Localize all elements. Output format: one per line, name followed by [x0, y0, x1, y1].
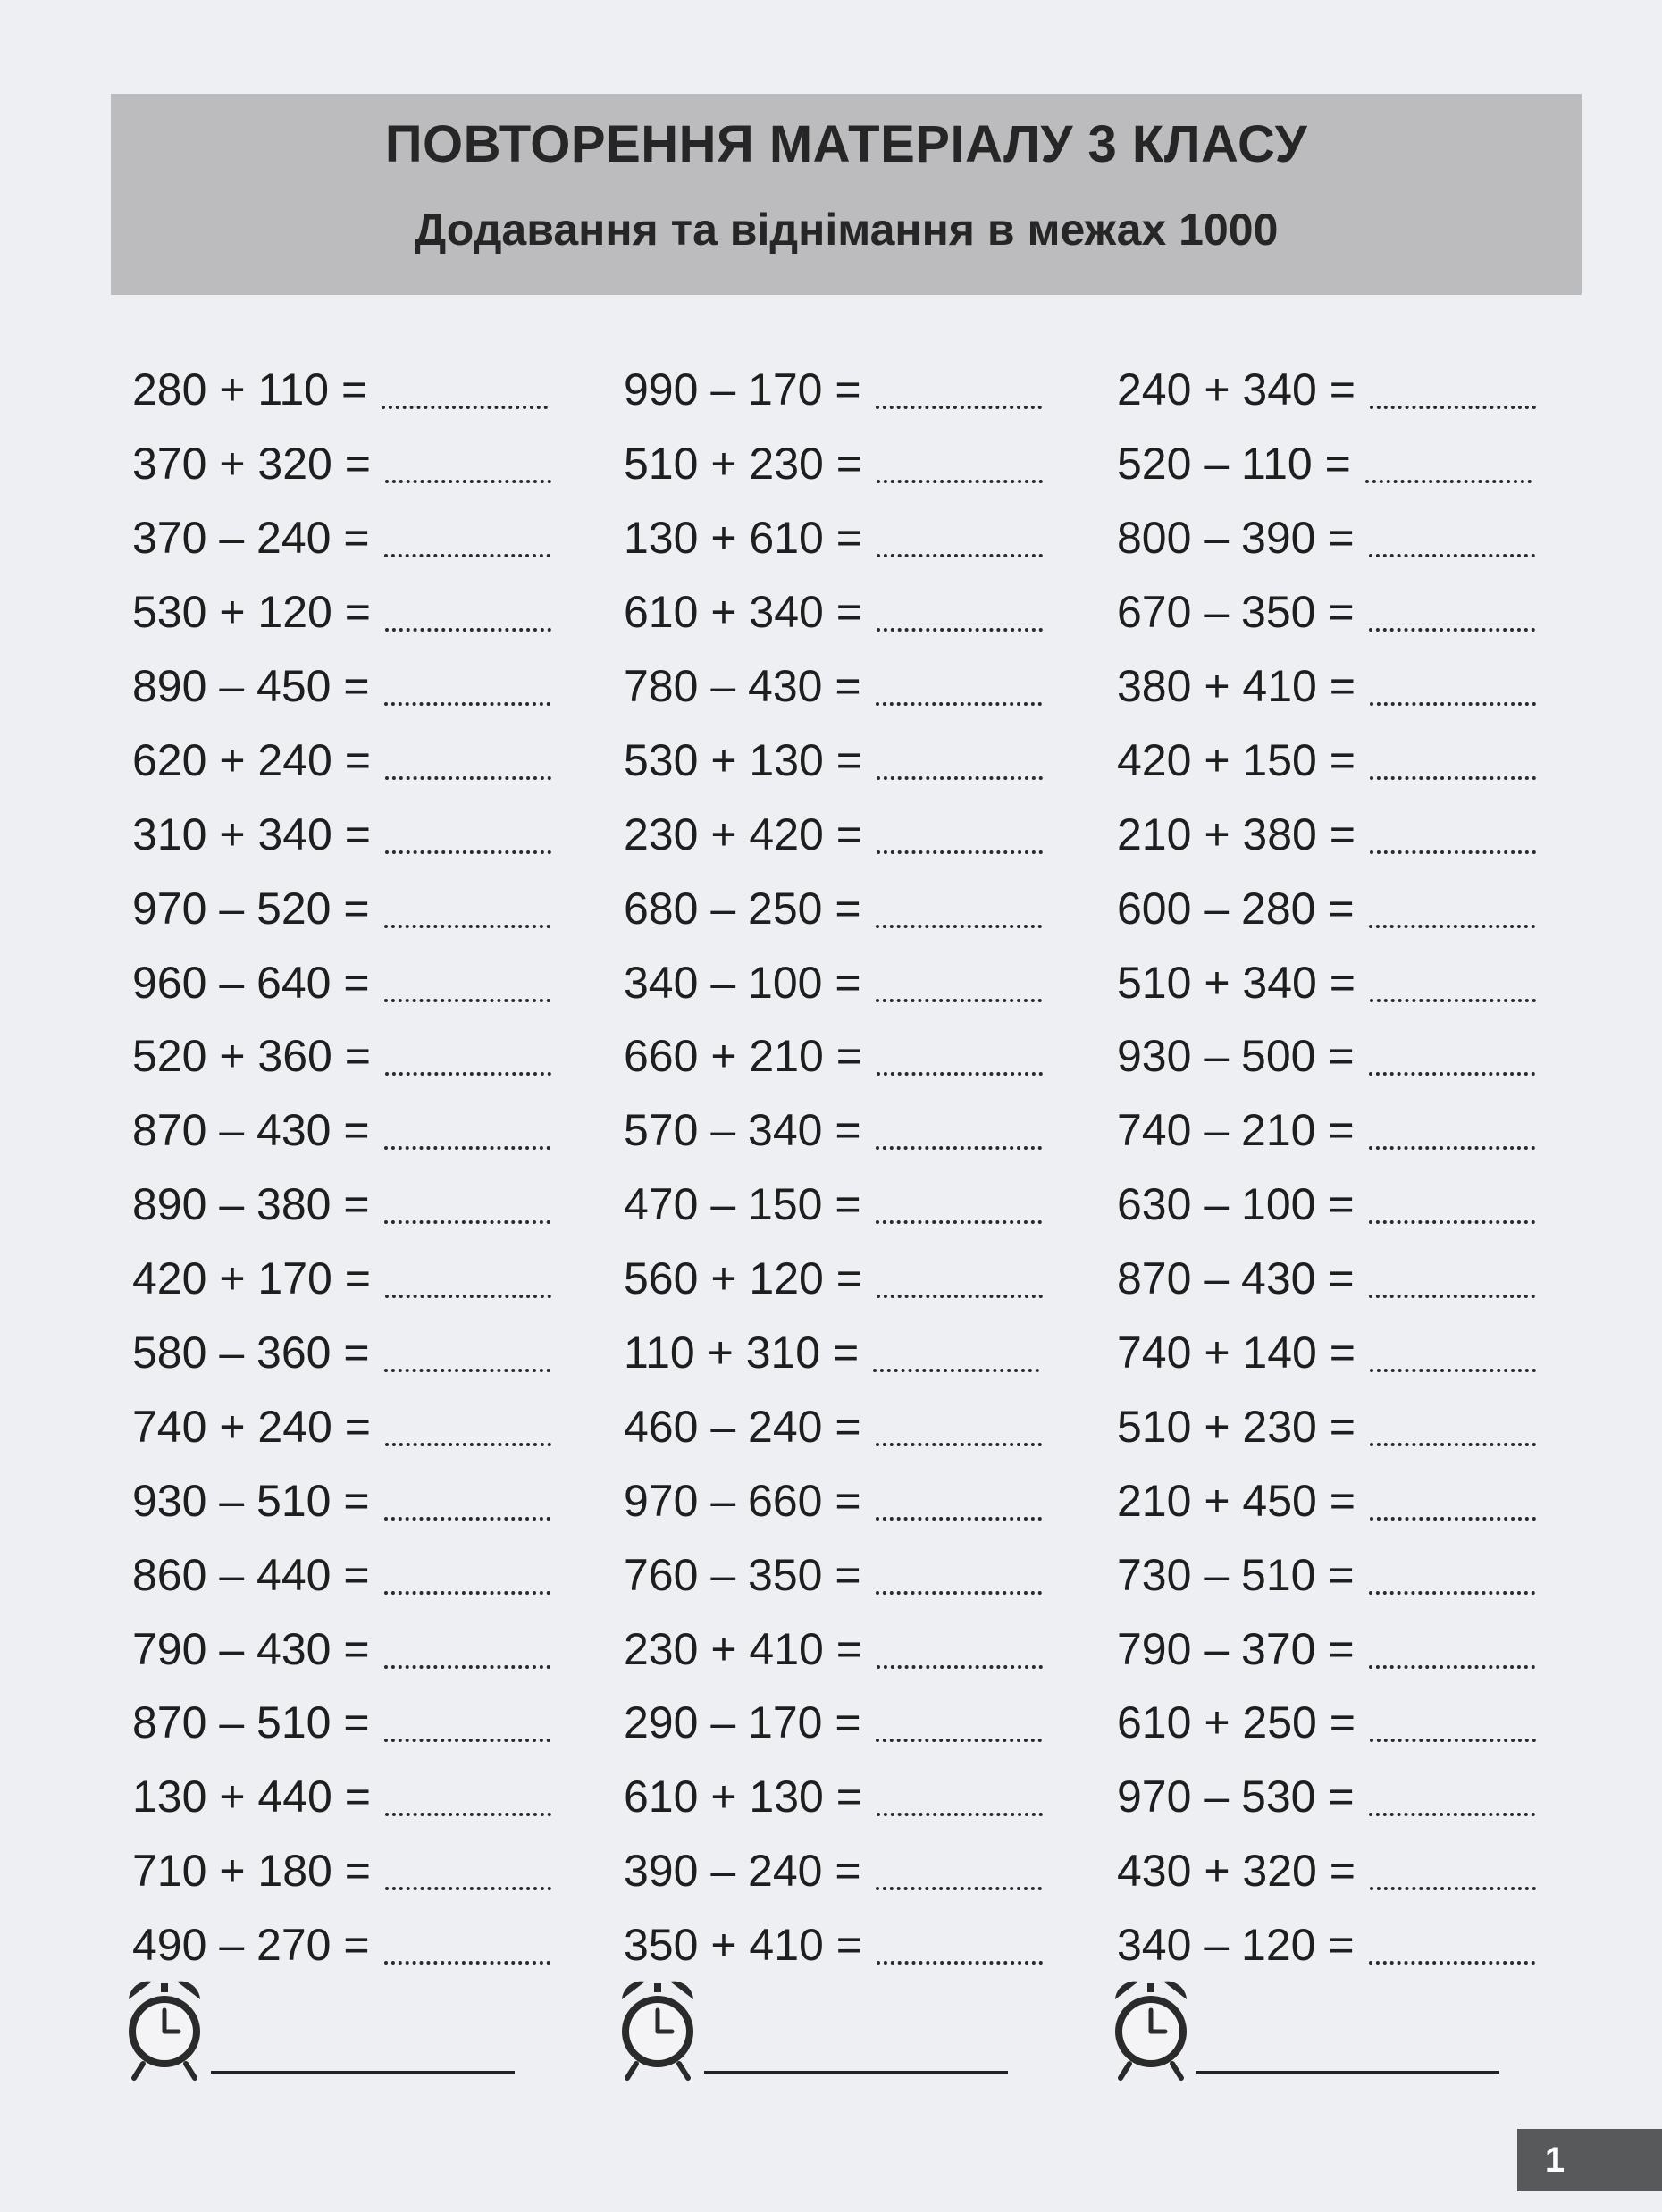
answer-blank[interactable]: [384, 1925, 550, 1965]
exercise-row: [132, 1463, 615, 1538]
exercise-expression: 930 – 510 =: [132, 1475, 370, 1526]
exercise-expression: 230 + 410 =: [624, 1623, 862, 1674]
answer-blank[interactable]: [384, 1110, 550, 1150]
exercise-row: [624, 501, 1106, 575]
answer-blank[interactable]: [876, 1703, 1042, 1742]
time-answer-line[interactable]: [211, 2071, 515, 2074]
answer-blank[interactable]: [877, 444, 1043, 483]
exercise-expression: 530 + 130 =: [624, 734, 862, 785]
exercise-expression: 790 – 430 =: [132, 1623, 370, 1674]
answer-blank[interactable]: [384, 1555, 550, 1595]
answer-blank[interactable]: [385, 1851, 551, 1890]
exercise-expression: 210 + 380 =: [1117, 809, 1356, 859]
exercise-expression: 340 – 100 =: [624, 957, 861, 1008]
exercise-expression: 740 + 240 =: [132, 1401, 371, 1452]
exercise-row: [1117, 1612, 1599, 1686]
exercise-row: [132, 353, 615, 427]
answer-blank[interactable]: [876, 1407, 1042, 1446]
exercise-expression: 110 + 310 =: [624, 1328, 860, 1378]
answer-blank[interactable]: [876, 1851, 1042, 1890]
exercise-row: [132, 501, 615, 575]
answer-blank[interactable]: [384, 1630, 550, 1669]
exercise-expression: 230 + 420 =: [624, 809, 862, 859]
alarm-clock-icon: [122, 1973, 207, 2083]
exercise-row: [624, 1463, 1106, 1538]
exercise-row: [132, 427, 615, 501]
exercise-row: [132, 649, 615, 724]
answer-blank[interactable]: [1369, 1777, 1535, 1816]
answer-blank[interactable]: [876, 666, 1042, 706]
exercise-row: [132, 945, 615, 1019]
exercise-expression: 790 – 370 =: [1117, 1623, 1355, 1674]
answer-blank[interactable]: [384, 1703, 550, 1742]
exercise-row: [1117, 1463, 1599, 1538]
answer-blank[interactable]: [1369, 1110, 1535, 1150]
exercise-row: [624, 427, 1106, 501]
exercise-column-2: [624, 353, 1106, 1982]
exercise-expression: 560 + 120 =: [624, 1253, 862, 1304]
exercise-row: [1117, 1168, 1599, 1242]
exercise-row: [132, 1908, 615, 1982]
time-answer-line[interactable]: [1196, 2071, 1499, 2074]
exercise-row: [624, 1538, 1106, 1612]
exercise-row: [624, 1316, 1106, 1390]
exercise-expression: 420 + 170 =: [132, 1253, 371, 1304]
exercise-expression: 380 + 410 =: [1117, 661, 1356, 711]
exercise-row: [132, 1686, 615, 1760]
page-number: 1: [1544, 2141, 1565, 2180]
exercise-row: [1117, 427, 1599, 501]
answer-blank[interactable]: [1370, 741, 1536, 780]
answer-blank[interactable]: [1369, 1259, 1535, 1298]
exercise-expression: 370 – 240 =: [132, 513, 370, 564]
answer-blank[interactable]: [385, 815, 551, 854]
answer-blank[interactable]: [876, 963, 1042, 1002]
exercise-row: [624, 1760, 1106, 1834]
answer-blank[interactable]: [1370, 370, 1536, 409]
answer-blank[interactable]: [384, 1333, 550, 1372]
answer-blank[interactable]: [876, 1555, 1042, 1595]
answer-blank[interactable]: [384, 1185, 550, 1224]
exercise-row: [1117, 1908, 1599, 1982]
answer-blank[interactable]: [877, 1925, 1043, 1965]
exercise-row: [132, 1168, 615, 1242]
exercise-expression: 990 – 170 =: [624, 364, 861, 415]
exercise-expression: 520 – 110 =: [1117, 439, 1351, 490]
answer-blank[interactable]: [1370, 1407, 1536, 1446]
exercise-row: [132, 1538, 615, 1612]
exercise-expression: 340 – 120 =: [1117, 1920, 1355, 1971]
exercise-expression: 670 – 350 =: [1117, 587, 1355, 638]
exercise-expression: 610 + 340 =: [624, 587, 862, 638]
exercise-row: [624, 1834, 1106, 1908]
exercise-row: [1117, 1242, 1599, 1316]
exercise-row: [132, 1389, 615, 1463]
exercise-expression: 930 – 500 =: [1117, 1031, 1355, 1082]
exercise-column-3: [1117, 353, 1599, 1982]
answer-blank[interactable]: [1370, 963, 1536, 1002]
exercise-row: [1117, 575, 1599, 649]
exercise-expression: 680 – 250 =: [624, 883, 861, 934]
answer-blank[interactable]: [877, 1777, 1043, 1816]
answer-blank[interactable]: [1370, 1481, 1536, 1521]
exercise-row: [1117, 1686, 1599, 1760]
exercise-expression: 870 – 430 =: [1117, 1253, 1355, 1304]
exercise-expression: 760 – 350 =: [624, 1549, 861, 1600]
exercise-expression: 660 + 210 =: [624, 1031, 862, 1082]
answer-blank[interactable]: [384, 963, 550, 1002]
exercise-row: [132, 1093, 615, 1168]
exercise-expression: 210 + 450 =: [1117, 1475, 1356, 1526]
exercise-expression: 520 + 360 =: [132, 1031, 371, 1082]
exercise-expression: 890 – 380 =: [132, 1179, 370, 1230]
page-title: ПОВТОРЕННЯ МАТЕРІАЛУ 3 КЛАСУ: [384, 115, 1308, 173]
exercise-row: [132, 797, 615, 871]
exercise-expression: 740 + 140 =: [1117, 1328, 1356, 1378]
exercise-row: [624, 945, 1106, 1019]
exercise-row: [132, 1760, 615, 1834]
exercise-expression: 860 – 440 =: [132, 1549, 370, 1600]
exercise-expression: 730 – 510 =: [1117, 1549, 1355, 1600]
exercise-expression: 130 + 610 =: [624, 513, 862, 564]
exercise-row: [624, 871, 1106, 945]
answer-blank[interactable]: [876, 1185, 1042, 1224]
answer-blank[interactable]: [1369, 1036, 1535, 1076]
answer-blank[interactable]: [1369, 889, 1535, 928]
exercise-row: [132, 723, 615, 797]
answer-blank[interactable]: [1369, 1555, 1535, 1595]
answer-blank[interactable]: [1370, 1851, 1536, 1890]
exercise-expression: 470 – 150 =: [624, 1179, 861, 1230]
time-answer-line[interactable]: [704, 2071, 1008, 2074]
answer-blank[interactable]: [1370, 666, 1536, 706]
exercise-expression: 970 – 520 =: [132, 883, 370, 934]
answer-blank[interactable]: [873, 1333, 1039, 1372]
exercise-expression: 530 + 120 =: [132, 587, 371, 638]
answer-blank[interactable]: [384, 666, 550, 706]
answer-blank[interactable]: [384, 518, 550, 557]
exercise-expression: 370 + 320 =: [132, 439, 371, 490]
exercise-expression: 740 – 210 =: [1117, 1105, 1355, 1156]
exercise-expression: 490 – 270 =: [132, 1920, 370, 1971]
answer-blank[interactable]: [877, 815, 1043, 854]
exercise-row: [1117, 723, 1599, 797]
exercise-expression: 870 – 430 =: [132, 1105, 370, 1156]
answer-blank[interactable]: [384, 1481, 550, 1521]
exercise-row: [624, 353, 1106, 427]
exercise-expression: 420 + 150 =: [1117, 734, 1356, 785]
exercise-row: [132, 1019, 615, 1093]
exercise-row: [624, 797, 1106, 871]
exercise-row: [1117, 1019, 1599, 1093]
answer-blank[interactable]: [384, 889, 550, 928]
exercise-expression: 280 + 110 =: [132, 364, 368, 415]
exercise-row: [624, 649, 1106, 724]
exercise-row: [1117, 1834, 1599, 1908]
answer-blank[interactable]: [1369, 518, 1535, 557]
exercise-expression: 610 + 250 =: [1117, 1697, 1356, 1748]
exercise-row: [1117, 1538, 1599, 1612]
exercise-row: [624, 575, 1106, 649]
exercise-expression: 870 – 510 =: [132, 1697, 370, 1748]
exercise-expression: 630 – 100 =: [1117, 1179, 1355, 1230]
exercise-row: [1117, 501, 1599, 575]
answer-blank[interactable]: [385, 741, 551, 780]
answer-blank[interactable]: [877, 1259, 1043, 1298]
exercise-row: [624, 1389, 1106, 1463]
exercise-expression: 390 – 240 =: [624, 1846, 861, 1897]
exercise-row: [624, 1019, 1106, 1093]
exercise-expression: 240 + 340 =: [1117, 364, 1356, 415]
exercise-row: [624, 1093, 1106, 1168]
exercise-expression: 510 + 230 =: [1117, 1401, 1356, 1452]
answer-blank[interactable]: [1369, 1925, 1535, 1965]
exercise-expression: 510 + 340 =: [1117, 957, 1356, 1008]
exercise-expression: 290 – 170 =: [624, 1697, 861, 1748]
exercise-row: [624, 1908, 1106, 1982]
alarm-clock-icon: [1108, 1973, 1194, 2083]
exercise-row: [624, 1168, 1106, 1242]
answer-blank[interactable]: [877, 1036, 1043, 1076]
exercise-row: [132, 575, 615, 649]
exercise-row: [1117, 797, 1599, 871]
exercise-expression: 780 – 430 =: [624, 661, 861, 711]
answer-blank[interactable]: [877, 592, 1043, 632]
exercise-row: [1117, 871, 1599, 945]
exercise-expression: 890 – 450 =: [132, 661, 370, 711]
exercise-row: [1117, 945, 1599, 1019]
exercise-expression: 570 – 340 =: [624, 1105, 861, 1156]
answer-blank[interactable]: [385, 1777, 551, 1816]
exercise-row: [1117, 649, 1599, 724]
exercise-expression: 430 + 320 =: [1117, 1846, 1356, 1897]
exercise-expression: 620 + 240 =: [132, 734, 371, 785]
exercise-row: [132, 1612, 615, 1686]
page-subtitle: Додавання та віднімання в межах 1000: [414, 205, 1279, 255]
answer-blank[interactable]: [1370, 1703, 1536, 1742]
exercise-expression: 800 – 390 =: [1117, 513, 1355, 564]
exercise-column-1: [132, 353, 615, 1982]
answer-blank[interactable]: [385, 1036, 551, 1076]
exercise-expression: 310 + 340 =: [132, 809, 371, 859]
exercise-expression: 970 – 660 =: [624, 1475, 861, 1526]
exercise-expression: 460 – 240 =: [624, 1401, 861, 1452]
alarm-clock-icon: [615, 1973, 701, 2083]
exercise-row: [132, 1316, 615, 1390]
answer-blank[interactable]: [1370, 1333, 1536, 1372]
exercise-row: [624, 1612, 1106, 1686]
answer-blank[interactable]: [1369, 1630, 1535, 1669]
answer-blank[interactable]: [385, 1259, 551, 1298]
answer-blank[interactable]: [1365, 444, 1532, 483]
exercise-expression: 600 – 280 =: [1117, 883, 1355, 934]
exercise-row: [624, 1686, 1106, 1760]
exercise-expression: 510 + 230 =: [624, 439, 862, 490]
answer-blank[interactable]: [382, 370, 548, 409]
exercise-expression: 130 + 440 =: [132, 1772, 371, 1822]
exercise-row: [132, 871, 615, 945]
exercise-row: [1117, 1093, 1599, 1168]
answer-blank[interactable]: [876, 889, 1042, 928]
exercise-row: [132, 1242, 615, 1316]
answer-blank[interactable]: [876, 370, 1042, 409]
answer-blank[interactable]: [1369, 592, 1535, 632]
exercise-expression: 350 + 410 =: [624, 1920, 862, 1971]
exercise-expression: 610 + 130 =: [624, 1772, 862, 1822]
answer-blank[interactable]: [877, 518, 1043, 557]
exercise-expression: 580 – 360 =: [132, 1328, 370, 1378]
exercise-row: [624, 1242, 1106, 1316]
answer-blank[interactable]: [1369, 1185, 1535, 1224]
answer-blank[interactable]: [876, 1110, 1042, 1150]
exercise-row: [1117, 353, 1599, 427]
exercise-expression: 970 – 530 =: [1117, 1772, 1355, 1822]
answer-blank[interactable]: [385, 592, 551, 632]
exercise-expression: 960 – 640 =: [132, 957, 370, 1008]
exercise-row: [132, 1834, 615, 1908]
answer-blank[interactable]: [1370, 815, 1536, 854]
exercise-row: [1117, 1389, 1599, 1463]
answer-blank[interactable]: [385, 1407, 551, 1446]
exercise-row: [1117, 1316, 1599, 1390]
answer-blank[interactable]: [877, 741, 1043, 780]
answer-blank[interactable]: [385, 444, 551, 483]
exercise-expression: 710 + 180 =: [132, 1846, 371, 1897]
exercise-row: [624, 723, 1106, 797]
answer-blank[interactable]: [877, 1630, 1043, 1669]
exercise-row: [1117, 1760, 1599, 1834]
answer-blank[interactable]: [876, 1481, 1042, 1521]
